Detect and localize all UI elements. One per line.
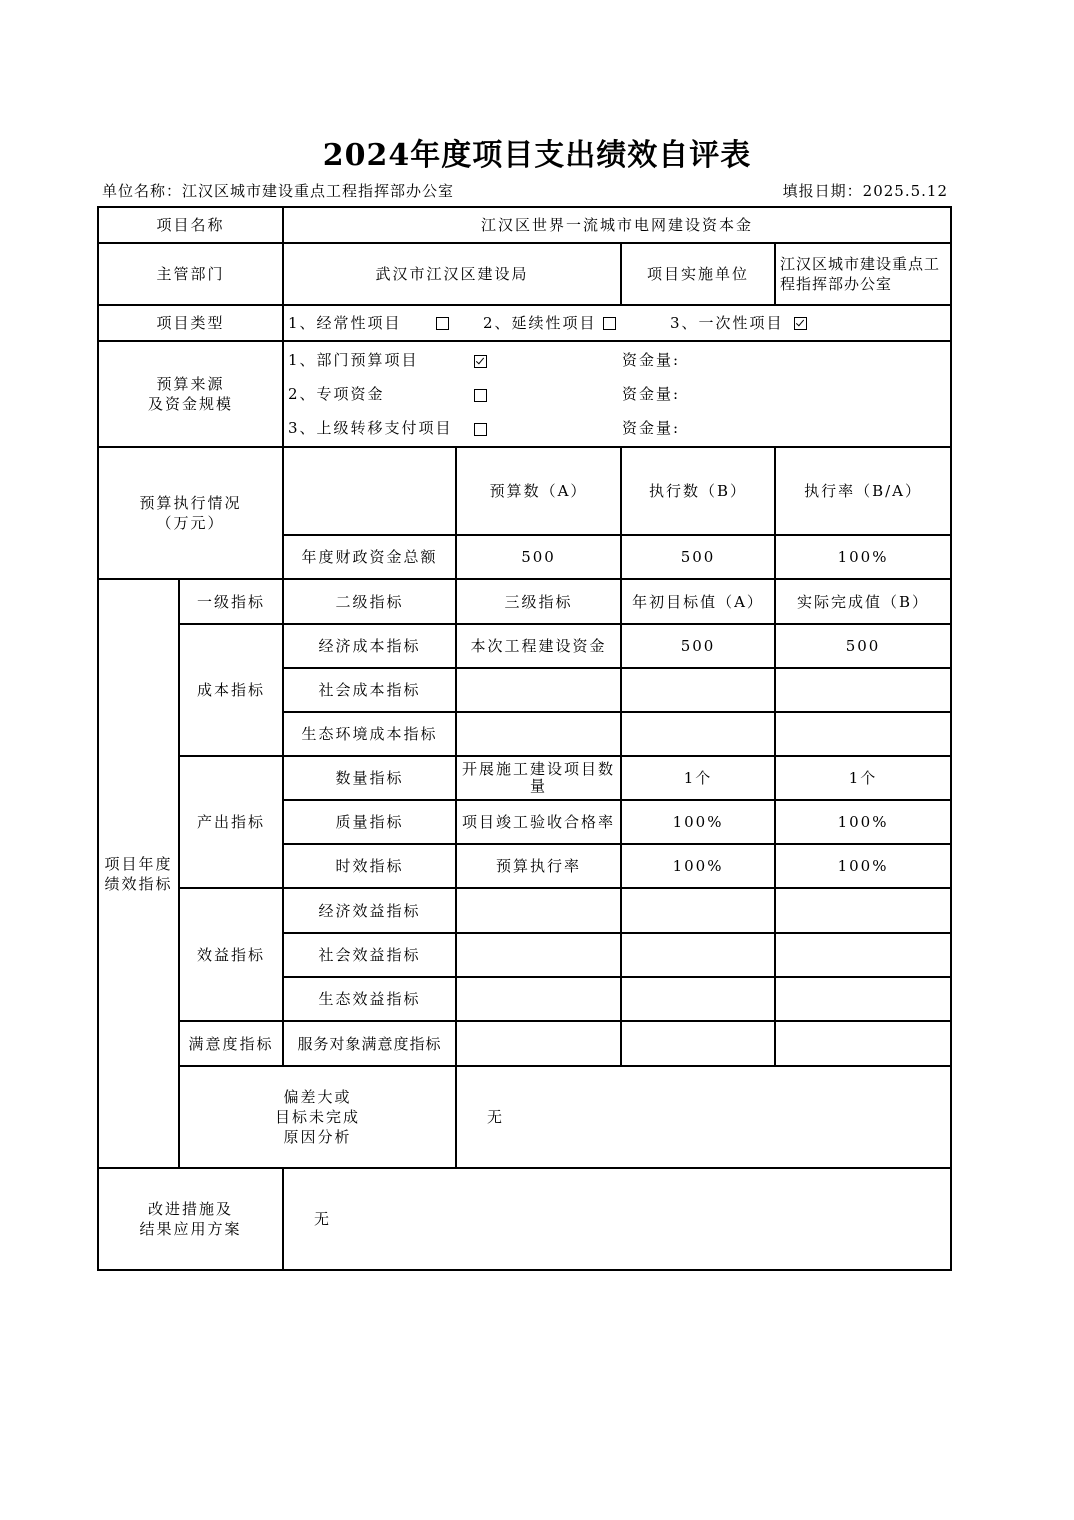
budget-exec-header: 预算数（A） bbox=[456, 447, 621, 535]
page-title: 2024年度项目支出绩效自评表 bbox=[322, 138, 752, 173]
budget-source-item: 1、部门预算项目 资金量: bbox=[288, 351, 681, 369]
type-option-1[interactable]: 1、经常性项目 bbox=[288, 313, 483, 333]
actual-value bbox=[775, 888, 951, 933]
actual-value: 1个 bbox=[775, 756, 951, 800]
budget-exec-blank bbox=[283, 447, 456, 535]
level3-indicator bbox=[456, 977, 621, 1021]
indicator-header: 年初目标值（A） bbox=[621, 579, 775, 624]
level3-indicator: 预算执行率 bbox=[456, 844, 621, 888]
level2-indicator: 经济效益指标 bbox=[283, 888, 456, 933]
budget-amount: 500 bbox=[456, 535, 621, 579]
target-value bbox=[621, 712, 775, 756]
deviation-label: 偏差大或 目标未完成 原因分析 bbox=[179, 1066, 456, 1168]
checkbox-icon[interactable] bbox=[436, 317, 449, 330]
actual-value: 100% bbox=[775, 844, 951, 888]
report-date: 填报日期：2025.5.12 bbox=[782, 182, 948, 200]
department-value: 武汉市江汉区建设局 bbox=[283, 243, 621, 305]
level3-indicator bbox=[456, 888, 621, 933]
level2-indicator: 数量指标 bbox=[283, 756, 456, 800]
level2-indicator: 服务对象满意度指标 bbox=[283, 1021, 456, 1066]
target-value: 500 bbox=[621, 624, 775, 668]
project-type-options bbox=[283, 305, 951, 341]
actual-value bbox=[775, 977, 951, 1021]
level3-indicator bbox=[456, 668, 621, 712]
budget-source-item: 2、专项资金 资金量: bbox=[288, 385, 681, 403]
level2-indicator: 时效指标 bbox=[283, 844, 456, 888]
level3-indicator bbox=[456, 1021, 621, 1066]
deviation-value: 无 bbox=[456, 1066, 951, 1168]
level2-indicator: 社会效益指标 bbox=[283, 933, 456, 977]
budget-exec-header: 执行数（B） bbox=[621, 447, 775, 535]
department-label: 主管部门 bbox=[98, 243, 283, 305]
level2-indicator: 质量指标 bbox=[283, 800, 456, 844]
checkbox-icon[interactable] bbox=[474, 423, 487, 436]
target-value: 1个 bbox=[621, 756, 775, 800]
indicator-header: 实际完成值（B） bbox=[775, 579, 951, 624]
level3-indicator bbox=[456, 933, 621, 977]
type-option-3[interactable]: 3、一次性项目 bbox=[670, 313, 807, 333]
actual-value bbox=[775, 1021, 951, 1066]
self-evaluation-table bbox=[97, 206, 952, 1271]
project-name-label: 项目名称 bbox=[98, 207, 283, 243]
actual-value bbox=[775, 668, 951, 712]
execution-rate: 100% bbox=[775, 535, 951, 579]
level3-indicator: 项目竣工验收合格率 bbox=[456, 800, 621, 844]
budget-exec-header: 执行率（B/A） bbox=[775, 447, 951, 535]
budget-exec-row-label: 年度财政资金总额 bbox=[283, 535, 456, 579]
unit-name-value: 江汉区城市建设重点工程指挥部办公室 bbox=[182, 182, 455, 200]
benefit-indicator-label: 效益指标 bbox=[179, 888, 283, 1021]
project-name-value: 江汉区世界一流城市电网建设资本金 bbox=[283, 207, 951, 243]
target-value: 100% bbox=[621, 844, 775, 888]
budget-source-items bbox=[283, 341, 951, 447]
level2-indicator: 经济成本指标 bbox=[283, 624, 456, 668]
impl-unit-value: 江汉区城市建设重点工程指挥部办公室 bbox=[775, 243, 951, 305]
indicator-header: 二级指标 bbox=[283, 579, 456, 624]
level2-indicator: 生态效益指标 bbox=[283, 977, 456, 1021]
report-date-value: 2025.5.12 bbox=[862, 182, 948, 200]
actual-value bbox=[775, 933, 951, 977]
checkbox-icon[interactable] bbox=[603, 317, 616, 330]
budget-source-item: 3、上级转移支付项目 资金量: bbox=[288, 419, 681, 437]
budget-exec-label: 预算执行情况 （万元） bbox=[98, 447, 283, 579]
checked-checkbox-icon[interactable] bbox=[474, 355, 487, 368]
executed-amount: 500 bbox=[621, 535, 775, 579]
level3-indicator: 开展施工建设项目数量 bbox=[456, 756, 621, 800]
indicator-group-label: 项目年度 绩效指标 bbox=[98, 579, 179, 1168]
checked-checkbox-icon[interactable] bbox=[794, 317, 807, 330]
type-option-2[interactable]: 2、延续性项目 bbox=[483, 313, 670, 333]
target-value bbox=[621, 1021, 775, 1066]
impl-unit-label: 项目实施单位 bbox=[621, 243, 775, 305]
level2-indicator: 社会成本指标 bbox=[283, 668, 456, 712]
satisfaction-indicator-label: 满意度指标 bbox=[179, 1021, 283, 1066]
target-value bbox=[621, 888, 775, 933]
checkbox-icon[interactable] bbox=[474, 389, 487, 402]
budget-source-label: 预算来源 及资金规模 bbox=[98, 341, 283, 447]
improvement-value: 无 bbox=[283, 1168, 951, 1270]
level3-indicator: 本次工程建设资金 bbox=[456, 624, 621, 668]
indicator-header: 一级指标 bbox=[179, 579, 283, 624]
actual-value: 500 bbox=[775, 624, 951, 668]
target-value bbox=[621, 668, 775, 712]
unit-name: 单位名称：江汉区城市建设重点工程指挥部办公室 bbox=[102, 182, 455, 200]
level2-indicator: 生态环境成本指标 bbox=[283, 712, 456, 756]
actual-value bbox=[775, 712, 951, 756]
level3-indicator bbox=[456, 712, 621, 756]
target-value bbox=[621, 977, 775, 1021]
cost-indicator-label: 成本指标 bbox=[179, 624, 283, 756]
actual-value: 100% bbox=[775, 800, 951, 844]
indicator-header: 三级指标 bbox=[456, 579, 621, 624]
target-value: 100% bbox=[621, 800, 775, 844]
project-type-label: 项目类型 bbox=[98, 305, 283, 341]
improvement-label: 改进措施及 结果应用方案 bbox=[98, 1168, 283, 1270]
target-value bbox=[621, 933, 775, 977]
output-indicator-label: 产出指标 bbox=[179, 756, 283, 888]
